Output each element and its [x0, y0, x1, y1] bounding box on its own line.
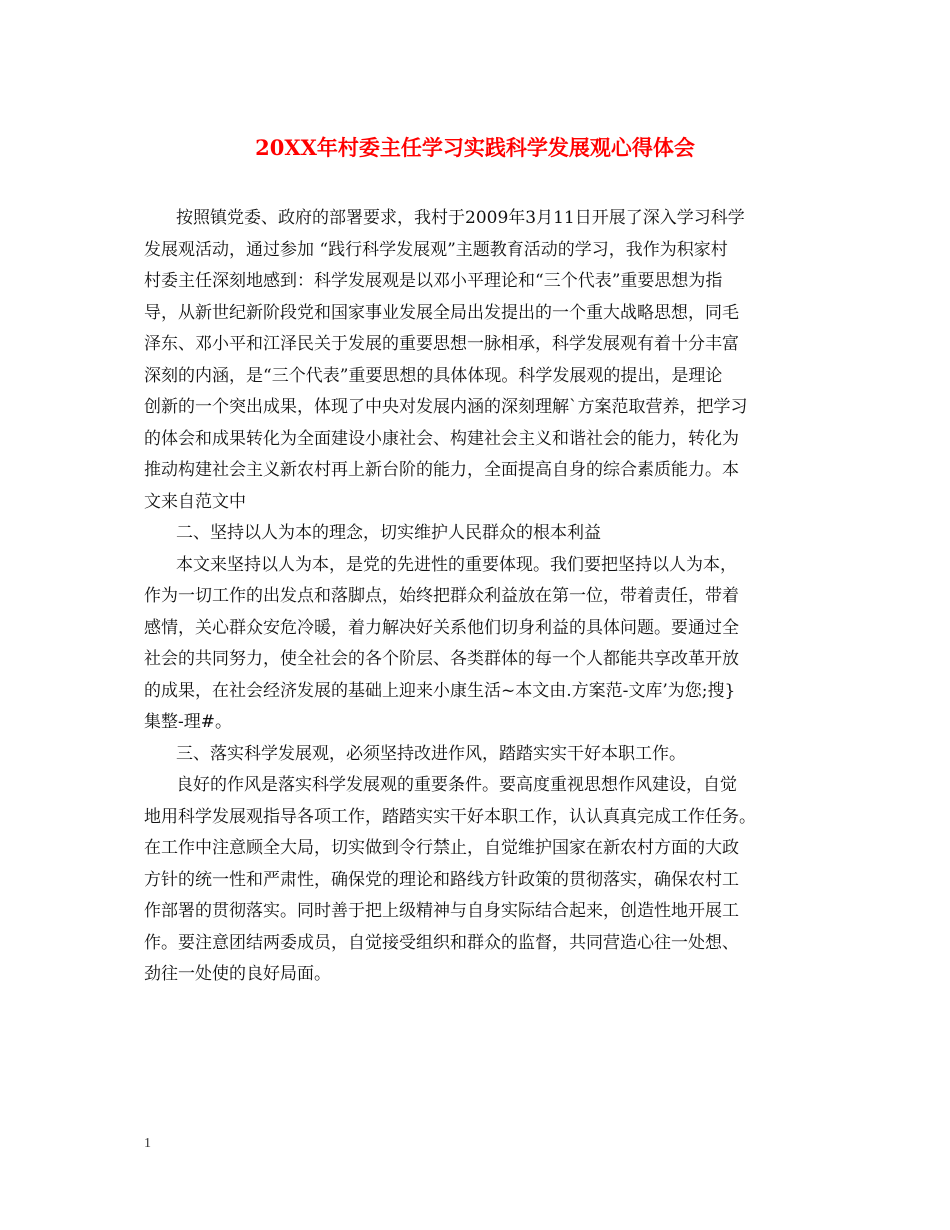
text-line: 作部署的贯彻落实。同时善于把上级精神与自身实际结合起来，创造性地开展工: [144, 901, 739, 921]
text-line: 劲往一处使的良好局面。: [144, 964, 331, 984]
text-line: 深刻的内涵，是“三个代表”重要思想的具体体现。科学发展观的提出，是理论: [144, 365, 723, 386]
text-line: 的成果，在社会经济发展的基础上迎来小康生活~本文由.方案范-文库’为您;搜}: [144, 680, 736, 701]
page-number: 1: [144, 1136, 151, 1151]
text-line: 发展观活动，通过参加 “践行科学发展观”主题教育活动的学习，我作为积家村: [144, 239, 728, 260]
text-line: 地用科学发展观指导各项工作，踏踏实实干好本职工作，认认真真完成工作任务。: [144, 806, 756, 827]
text-line: 的体会和成果转化为全面建设小康社会、构建社会主义和谐社会的能力，转化为: [144, 428, 739, 449]
text-line: 按照镇党委、政府的部署要求，我村于2009年3月11日开展了深入学习科学: [176, 208, 745, 228]
text-line: 良好的作风是落实科学发展观的重要条件。要高度重视思想作风建设，自觉: [176, 775, 737, 795]
text-line: 推动构建社会主义新农村再上新台阶的能力，全面提高自身的综合素质能力。本: [144, 460, 739, 480]
text-line: 本文来坚持以人为本，是党的先进性的重要体现。我们要把坚持以人为本，: [176, 554, 737, 575]
text-line: 方针的统一性和严肃性，确保党的理论和路线方针政策的贯彻落实，确保农村工: [144, 869, 739, 890]
text-line: 集整-理#。: [144, 712, 232, 732]
text-line: 社会的共同努力，使全社会的各个阶层、各类群体的每一个人都能共享改革开放: [144, 649, 739, 669]
text-line: 三、落实科学发展观，必须坚持改进作风，踏踏实实干好本职工作。: [176, 743, 686, 764]
text-line: 在工作中注意顾全大局，切实做到令行禁止，自觉维护国家在新农村方面的大政: [144, 838, 739, 858]
text-line: 二、坚持以人为本的理念，切实维护人民群众的根本利益: [176, 523, 601, 543]
text-line: 感情，关心群众安危冷暖，着力解决好关系他们切身利益的具体问题。要通过全: [144, 617, 739, 638]
text-line: 文来自范文中: [144, 491, 246, 512]
text-line: 创新的一个突出成果，体现了中央对发展内涵的深刻理解`方案范取营养，把学习: [144, 397, 748, 417]
text-line: 泽东、邓小平和江泽民关于发展的重要思想一脉相承，科学发展观有着十分丰富: [144, 334, 739, 354]
text-line: 村委主任深刻地感到：科学发展观是以邓小平理论和“三个代表”重要思想为指: [144, 271, 723, 291]
text-line: 作为一切工作的出发点和落脚点，始终把群众利益放在第一位，带着责任，带着: [144, 586, 739, 606]
document-body: [144, 203, 820, 991]
text-line: 导，从新世纪新阶段党和国家事业发展全局出发提出的一个重大战略思想，同毛: [144, 302, 739, 323]
text-line: 作。要注意团结两委成员，自觉接受组织和群众的监督，共同营造心往一处想、: [144, 932, 739, 953]
document-title: 20XX年村委主任学习实践科学发展观心得体会: [255, 135, 695, 160]
